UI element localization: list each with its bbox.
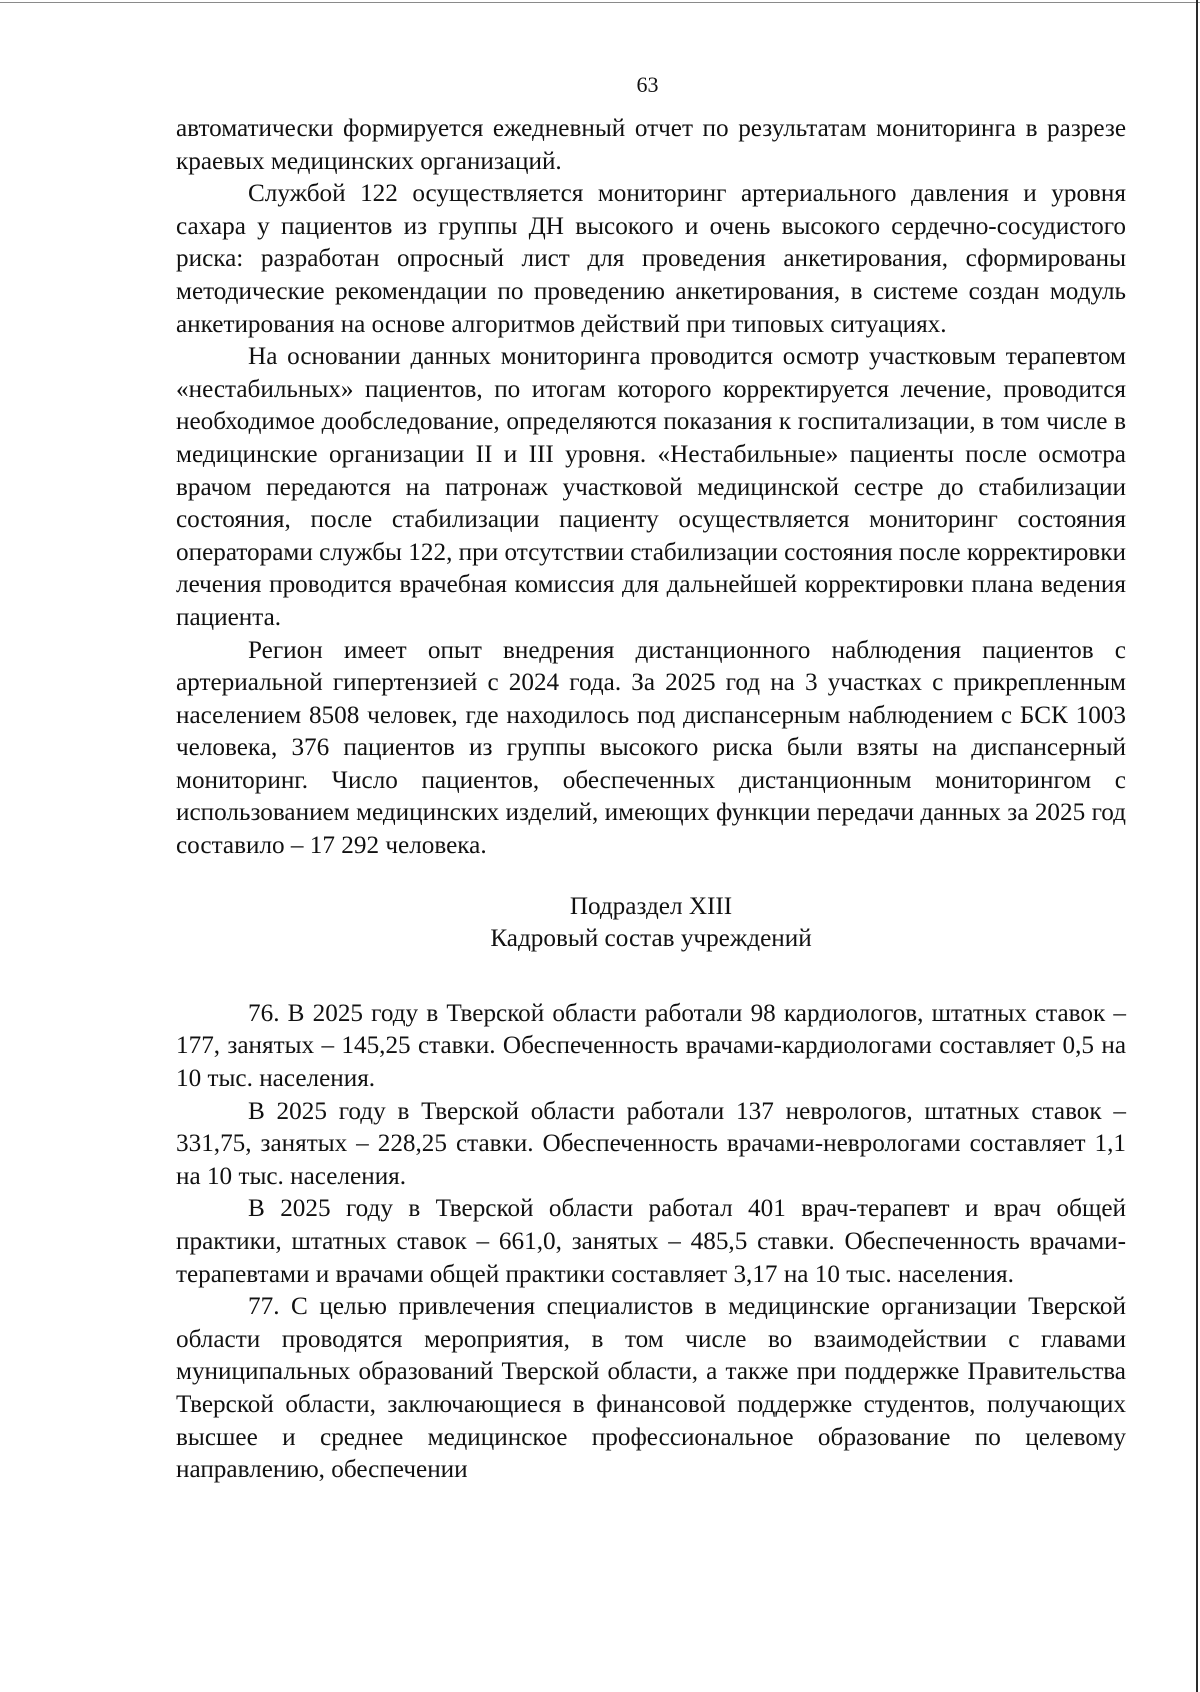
paragraph-remote-monitoring: Регион имеет опыт внедрения дистанционного наблюдения пациентов с артериальной гипертензией с 2024 года. За 2025 год на 3 участках с прикрепленным населением 8508 человек, где находилось под диспансерным наблюдением с БСК 1003 человека, 376 пациентов из группы высокого риска были взяты на диспансерный мониторинг. Число пациентов, обеспеченных дистанционным мониторингом с использованием медицинских изделий, имеющих функции передачи данных за 2025 год составило – 17 292 человека. [176, 636, 1126, 860]
paragraph-therapists: В 2025 году в Тверской области работал 401 врач-терапевт и врач общей практики, штатных ставок – 661,0, занятых – 485,5 ставки. Обеспеченность врачами-терапевтами и врачами общей практики составляет 3,17 на 10 тыс. населения. [176, 1195, 1126, 1288]
paragraph-unstable-patients: На основании данных мониторинга проводится осмотр участковым терапевтом «нестабильных» пациентов, по итогам которого корректируется лечение, проводится необходимое дообследование, определяются показания к госпитализации, в том числе в медицинские организации II и III уровня. «Нестабильные» пациенты после осмотра врачом передаются на патронаж участковой медицинской сестре до стабилизации состояния, после стабилизации пациенту осуществляется мониторинг состояния операторами службы 122, при отсутствии стабилизации состояния после корректировки лечения проводится врачебная комиссия для дальнейшей корректировки плана ведения пациента. [176, 343, 1126, 631]
page-number: 63 [636, 72, 659, 97]
document-body [176, 113, 1126, 1487]
section-subtitle: Кадровый состав учреждений [490, 925, 812, 953]
paragraph-recruitment: 77. С целью привлечения специалистов в медицинские организации Тверской области проводятся мероприятия, в том числе во взаимодействии с главами муниципальных образований Тверской области, а также при поддержке Правительства Тверской области, заключающиеся в финансовой поддержке студентов, получающих высшее и среднее медицинское профессиональное образование по целевому направлению, обеспечении [176, 1293, 1126, 1484]
section-heading [176, 891, 1126, 956]
paragraph-report-continuation: автоматически формируется ежедневный отчет по результатам мониторинга в разрезе краевых медицинских организаций. [176, 115, 1126, 175]
paragraph-cardiologists: 76. В 2025 году в Тверской области работали 98 кардиологов, штатных ставок – 177, занятых – 145,25 ставки. Обеспеченность врачами-кардиологами составляет 0,5 на 10 тыс. населения. [176, 999, 1126, 1093]
paragraph-neurologists: В 2025 году в Тверской области работали 137 неврологов, штатных ставок – 331,75, занятых – 228,25 ставки. Обеспеченность врачами-неврологами составляет 1,1 на 10 тыс. населения. [176, 1097, 1126, 1190]
section-title: Подраздел XIII [569, 892, 733, 920]
paragraph-service-122: Службой 122 осуществляется мониторинг артериального давления и уровня сахара у пациентов из группы ДН высокого и очень высокого сердечно-сосудистого риска: разработан опросный лист для проведения анкетирования, сформированы методические рекомендации по проведению анкетирования, в системе создан модуль анкетирования на основе алгоритмов действий при типовых ситуациях. [176, 180, 1126, 338]
scan-edge-right [1196, 0, 1198, 1692]
scan-edge-top [0, 2, 1200, 3]
